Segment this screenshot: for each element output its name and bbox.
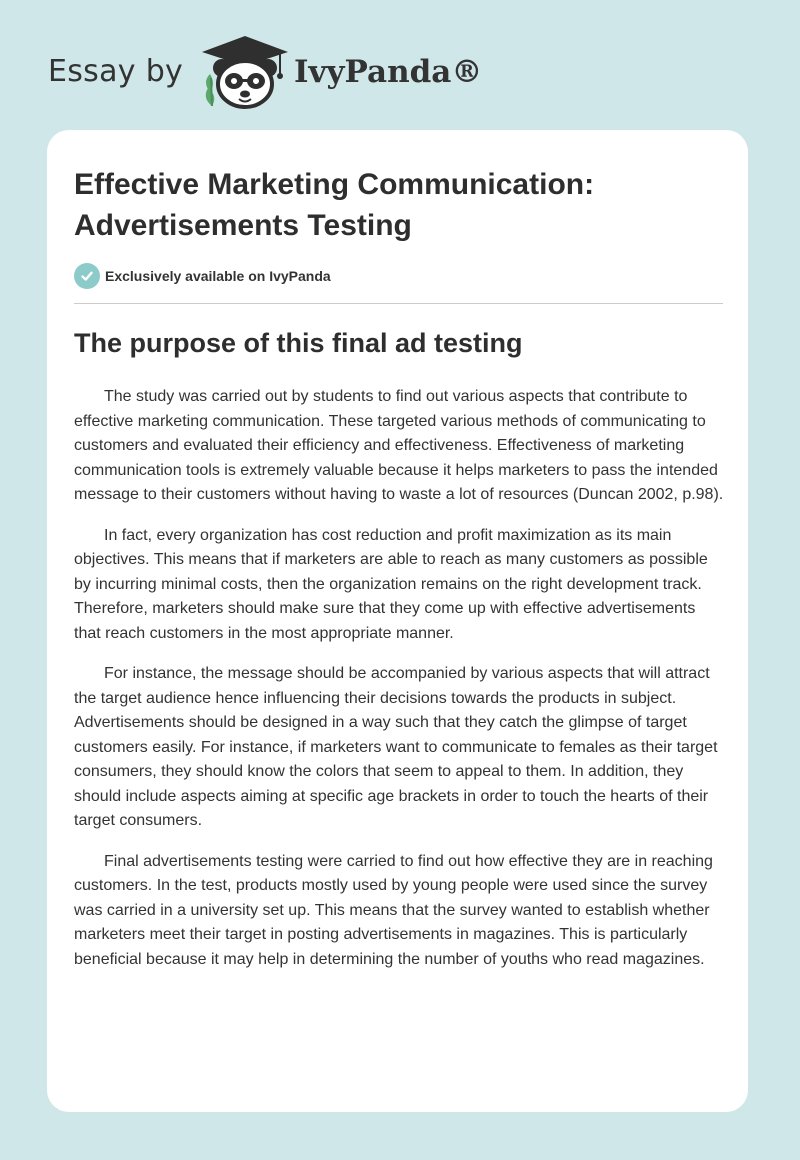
paragraph: For instance, the message should be accompanied by various aspects that will attract the target audience hence influencing their decisions towards the products in subject. Advertisements should be designed in a way such that they catch the glimpse of target customers easily. For instance, if marketers want to communicate to females as their target consumers, they should know the colors that seem to appeal to them. In addition, they should include aspects aiming at specific age brackets in order to touch the hearts of their target consumers. xyxy=(74,665,718,829)
paragraph: The study was carried out by students to find out various aspects that contribute to effective marketing communication. These targeted various methods of communicating to customers and evaluated their efficiency and effectiveness. Effectiveness of marketing communication tools is extremely valuable because it helps marketers to pass the intended message to their customers without having to waste a lot of resources (Duncan 2002, p.98). xyxy=(74,388,724,503)
brand-header[interactable] xyxy=(48,34,483,114)
exclusive-badge xyxy=(74,263,331,289)
divider xyxy=(74,303,723,304)
paragraph: In fact, every organization has cost reduction and profit maximization as its main objectives. This means that if marketers are able to reach as many customers as possible by incurring minimal costs, then the organization remains on the right development track. Therefore, marketers should make sure that they come up with effective advertisements that reach customers in the most appropriate manner. xyxy=(74,526,708,642)
essay-card xyxy=(47,130,748,1112)
brand-name: IvyPanda® xyxy=(294,54,483,90)
check-icon xyxy=(74,263,100,289)
section-heading: The purpose of this final ad testing xyxy=(74,328,523,358)
panda-graduate-logo-icon xyxy=(200,34,290,110)
page-title: Effective Marketing Communication: Advertisements Testing xyxy=(74,168,595,242)
badge-text: Exclusively available on IvyPanda xyxy=(105,268,331,284)
brand-prefix: Essay by xyxy=(48,54,184,89)
essay-body xyxy=(74,385,724,988)
paragraph: Final advertisements testing were carried to find out how effective they are in reaching customers. In the test, products mostly used by young people were used since the survey was carried in a university set up. This means that the survey wanted to establish whether marketers meet their target in posting advertisements in magazines. This is particularly beneficial because it may help in determining the number of youths who read magazines. xyxy=(74,852,713,968)
